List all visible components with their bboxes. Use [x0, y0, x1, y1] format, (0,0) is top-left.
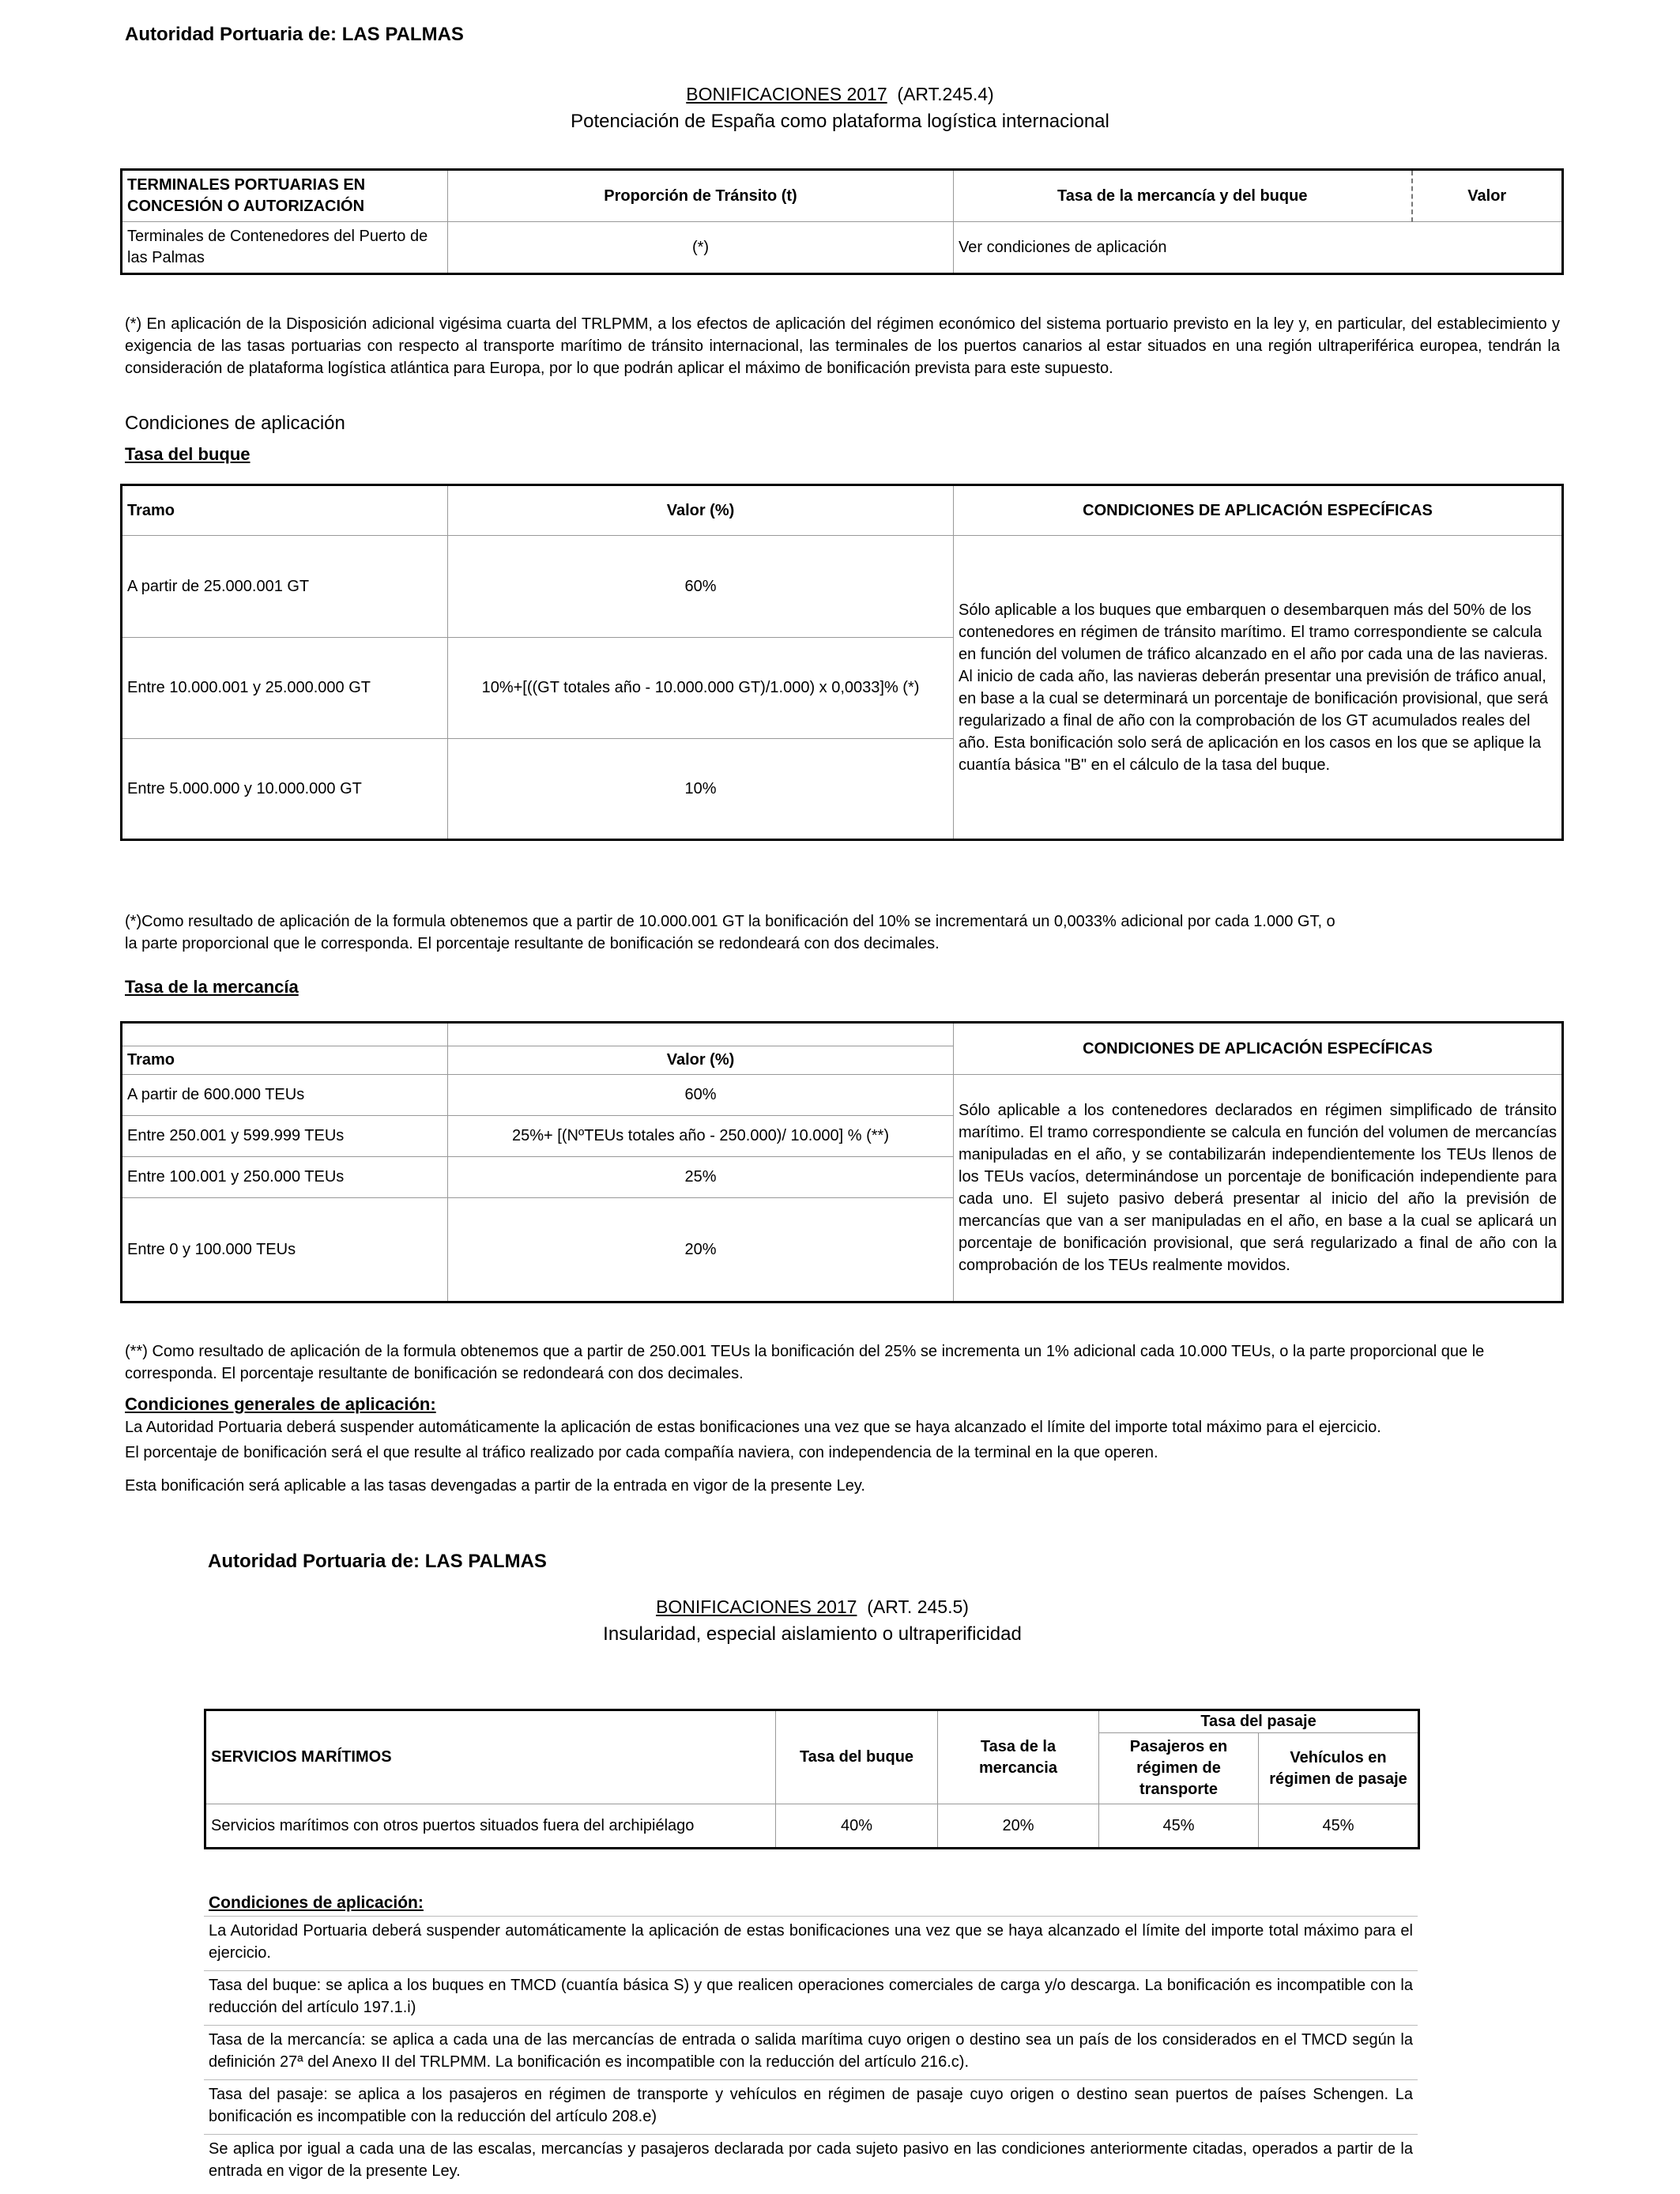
servicios-maritimos-table: [204, 1709, 1420, 1849]
header-tasa-mercancia: Tasa de la mercancia: [938, 1710, 1099, 1804]
table-row: [122, 1075, 1563, 1116]
general-condition-1: La Autoridad Portuaria deberá suspender automáticamente la aplicación de estas bonificaciones una vez que se haya alcanzado el límite del importe total máximo para el ejercicio.: [125, 1419, 1381, 1436]
table-row: [205, 1804, 1419, 1849]
cell-proporcion: (*): [448, 222, 954, 274]
general-conditions-heading: Condiciones generales de aplicación:: [125, 1394, 436, 1414]
general-condition-2: El porcentaje de bonificación será el que resulte al tráfico realizado por cada compañía naviera, con independencia de la terminal en la que operen.: [125, 1444, 1158, 1461]
cell-valor: 25%+ [(NºTEUs totales año - 250.000)/ 10.000] % (**): [448, 1116, 954, 1157]
tasa-mercancia-heading: Tasa de la mercancía: [125, 977, 299, 997]
list-item: Se aplica por igual a cada una de las escalas, mercancías y pasajeros declarada por cada sujeto pasivo en las condiciones anteriormente citadas, operados a partir de la entrada en vigor de la presente Ley.: [209, 2140, 1413, 2180]
cell-valor: 10%+[((GT totales año - 10.000.000 GT)/1.000) x 0,0033]% (*): [448, 638, 954, 739]
cell-tramo: Entre 250.001 y 599.999 TEUs: [122, 1116, 448, 1157]
conditions-heading-2: Condiciones de aplicación:: [209, 1894, 424, 1912]
footnote-formula-teus: (**) Como resultado de aplicación de la formula obtenemos que a partir de 250.001 TEUs la bonificación del 25% se incrementa un 1% adicional cada 10.000 TEUs, o la parte proporcional que le corresponda. El porcentaje resultante de bonificación se redondeará con dos decimales.: [125, 1343, 1485, 1382]
table-header-row: [205, 1710, 1419, 1733]
cell-tasa-mercancia: 20%: [938, 1804, 1099, 1849]
header-tramo: Tramo: [122, 485, 448, 536]
spacer-cell: [122, 1023, 448, 1046]
header-condiciones: CONDICIONES DE APLICACIÓN ESPECÍFICAS: [954, 1023, 1563, 1075]
header-valor: Valor: [1412, 170, 1563, 222]
footnote-disposicion: (*) En aplicación de la Disposición adicional vigésima cuarta del TRLPMM, a los efectos de aplicación del régimen económico del sistema portuario previsto en la ley y, en particular, del establecimiento y exigencia de las tasas portuarias con respecto al transporte marítimo de tránsito internacional, las terminales de los puertos canarios al estar situados en una región ultraperiférica europea, tendrán la consideración de plataforma logística atlántica para Europa, por lo que podrán aplicar el máximo de bonificación prevista para este supuesto.: [125, 315, 1560, 377]
table-header-row: [122, 170, 1563, 222]
cell-condiciones-especificas: Sólo aplicable a los contenedores declarados en régimen simplificado de tránsito marítimo. El tramo correspondiente se calcula en función del volumen de mercancías manipuladas en el año, y se contabilizarán independientemente los TEUs llenos de los TEUs vacíos, determinándose un porcentaje de bonificación independiente para cada uno. El sujeto pasivo deberá presentar al inicio del año la previsión de mercancías que van a ser manipuladas en el año, en base a la cual se aplicará un porcentaje de bonificación provisional, que será regularizado a final de año con la comprobación de los TEUs realmente movidos.: [954, 1075, 1563, 1302]
cell-tramo: Entre 0 y 100.000 TEUs: [122, 1198, 448, 1302]
header-tramo: Tramo: [122, 1046, 448, 1075]
header-valor: Valor (%): [448, 1046, 954, 1075]
table-row: [122, 222, 1563, 274]
tasa-buque-table: [120, 484, 1564, 841]
document-subtitle: Potenciación de España como plataforma logística internacional: [571, 111, 1109, 132]
document-title-2: [0, 1596, 1625, 1618]
conditions-list: [204, 1916, 1418, 2188]
cell-tramo: Entre 10.000.001 y 25.000.000 GT: [122, 638, 448, 739]
header-vehiculos: Vehículos en régimen de pasaje: [1259, 1733, 1419, 1804]
cell-valor: 60%: [448, 1075, 954, 1116]
cell-tramo: Entre 100.001 y 250.000 TEUs: [122, 1157, 448, 1198]
cell-tramo: A partir de 25.000.001 GT: [122, 536, 448, 638]
conditions-heading: Condiciones de aplicación: [125, 413, 345, 434]
header-proporcion: Proporción de Tránsito (t): [448, 170, 954, 222]
title-main: BONIFICACIONES 2017: [686, 84, 887, 104]
list-item: Tasa del pasaje: se aplica a los pasajeros en régimen de transporte y vehículos en régimen de pasaje cuyo origen o destino sean puertos de países Schengen. La bonificación es incompatible con la reducción del artículo 208.e): [204, 2080, 1418, 2135]
footnote-formula-gt: [125, 910, 1560, 955]
header-terminales: TERMINALES PORTUARIAS EN CONCESIÓN O AUTORIZACIÓN: [122, 170, 448, 222]
table-spacer-row: [122, 1023, 1563, 1046]
header-servicios: SERVICIOS MARÍTIMOS: [205, 1710, 776, 1804]
cell-tasa-buque: 40%: [776, 1804, 938, 1849]
title-article: (ART.245.4): [897, 84, 994, 104]
header-tasa-buque: Tasa del buque: [776, 1710, 938, 1804]
cell-condiciones: Ver condiciones de aplicación: [954, 222, 1563, 274]
document-subtitle-2: Insularidad, especial aislamiento o ultraperificidad: [603, 1623, 1022, 1645]
cell-pasajeros: 45%: [1099, 1804, 1259, 1849]
list-item: La Autoridad Portuaria deberá suspender automáticamente la aplicación de estas bonificaciones una vez que se haya alcanzado el límite del importe total máximo para el ejercicio.: [204, 1917, 1418, 1971]
footnote-line: (*)Como resultado de aplicación de la formula obtenemos que a partir de 10.000.001 GT la bonificación del 10% se incrementará un 0,0033% adicional por cada 1.000 GT, o: [125, 913, 1335, 930]
table-row: [122, 536, 1563, 638]
cell-tramo: Entre 5.000.000 y 10.000.000 GT: [122, 739, 448, 840]
title-article: (ART. 245.5): [867, 1596, 969, 1617]
document-title: [0, 84, 1680, 105]
header-pasajeros: Pasajeros en régimen de transporte: [1099, 1733, 1259, 1804]
header-valor: Valor (%): [448, 485, 954, 536]
header-tasa: Tasa de la mercancía y del buque: [954, 170, 1412, 222]
general-condition-3: Esta bonificación será aplicable a las tasas devengadas a partir de la entrada en vigor de la presente Ley.: [125, 1477, 865, 1495]
table-header-row: [122, 485, 1563, 536]
cell-valor: 10%: [448, 739, 954, 840]
cell-condiciones-especificas: Sólo aplicable a los buques que embarquen o desembarquen más del 50% de los contenedores en régimen de tránsito marítimo. El tramo correspondiente se calcula en función del volumen de tráfico alcanzado en el año por cada una de las navieras. Al inicio de cada año, las navieras deberán presentar una previsión de tráfico anual, en base a la cual se determinará un porcentaje de bonificación provisional, que será regularizado a final de año con la comprobación de los GT acumulados reales del año. Esta bonificación solo será de aplicación en los casos en los que se aplique la cuantía básica "B" en el cálculo de la tasa del buque.: [954, 536, 1563, 840]
cell-tramo: A partir de 600.000 TEUs: [122, 1075, 448, 1116]
cell-valor: 20%: [448, 1198, 954, 1302]
cell-terminal: Terminales de Contenedores del Puerto de las Palmas: [122, 222, 448, 274]
cell-vehiculos: 45%: [1259, 1804, 1419, 1849]
title-main: BONIFICACIONES 2017: [656, 1596, 857, 1617]
authority-heading: Autoridad Portuaria de: LAS PALMAS: [125, 24, 464, 45]
footnote-line: la parte proporcional que le corresponda. El porcentaje resultante de bonificación se redondeará con dos decimales.: [125, 935, 940, 952]
authority-heading-2: Autoridad Portuaria de: LAS PALMAS: [208, 1551, 547, 1572]
cell-valor: 60%: [448, 536, 954, 638]
spacer-cell: [448, 1023, 954, 1046]
terminals-table: [120, 168, 1564, 275]
tasa-buque-heading: Tasa del buque: [125, 444, 250, 464]
header-tasa-pasaje: Tasa del pasaje: [1099, 1710, 1419, 1733]
list-item: Tasa del buque: se aplica a los buques en TMCD (cuantía básica S) y que realicen operaciones comerciales de carga y/o descarga. La bonificación es incompatible con la reducción del artículo 197.1.i): [204, 1971, 1418, 2026]
list-item: Tasa de la mercancía: se aplica a cada una de las mercancías de entrada o salida marítima cuyo origen o destino sea un país de los considerados en el TMCD según la definición 27ª del Anexo II del TRLPMM. La bonificación es incompatible con la reducción del artículo 216.c).: [204, 2026, 1418, 2080]
cell-servicio: Servicios marítimos con otros puertos situados fuera del archipiélago: [205, 1804, 776, 1849]
cell-valor: 25%: [448, 1157, 954, 1198]
tasa-mercancia-table: [120, 1021, 1564, 1303]
header-condiciones: CONDICIONES DE APLICACIÓN ESPECÍFICAS: [954, 485, 1563, 536]
